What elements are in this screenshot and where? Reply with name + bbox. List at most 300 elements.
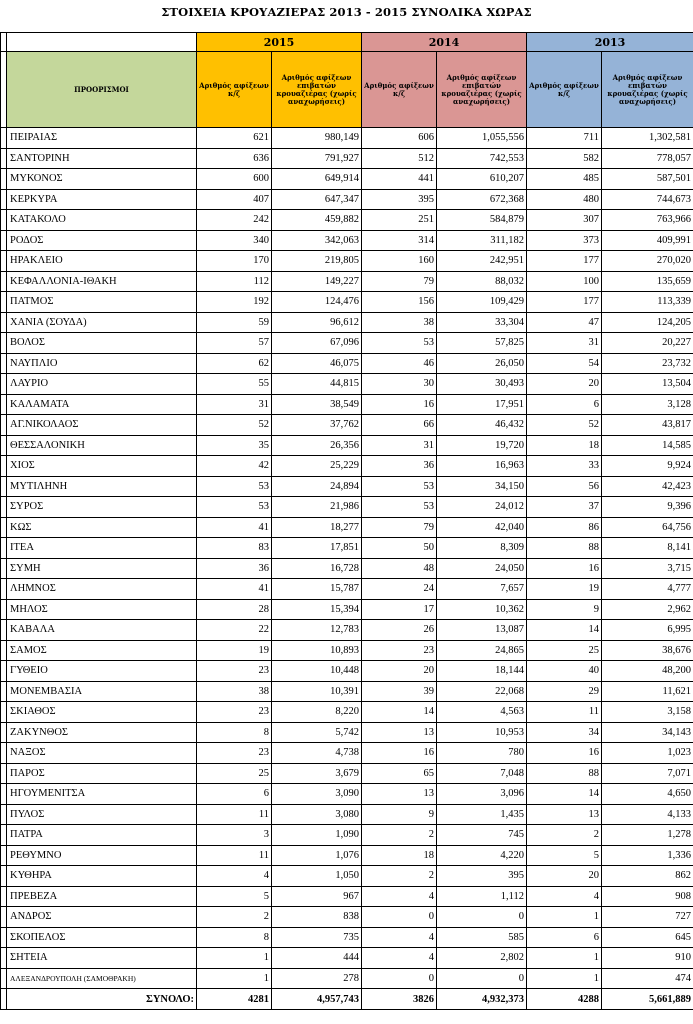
passengers-2014-cell: 4,563 <box>437 702 527 723</box>
passengers-2014-cell: 742,553 <box>437 148 527 169</box>
passengers-2015-cell: 967 <box>272 886 362 907</box>
destination-name: ΛΗΜΝΟΣ <box>7 579 197 600</box>
destination-name: ΡΕΘΥΜΝΟ <box>7 845 197 866</box>
passengers-2013-cell: 4,133 <box>602 804 693 825</box>
passengers-2015-cell: 980,149 <box>272 128 362 149</box>
passengers-2015-header: Αριθμός αφίξεων επιβατών κρουαζιέρας (χωρίς αναχωρήσεις) <box>272 52 362 128</box>
passengers-2015-cell: 46,075 <box>272 353 362 374</box>
passengers-2015-cell: 649,914 <box>272 169 362 190</box>
passengers-2014-cell: 24,012 <box>437 497 527 518</box>
arrivals-2014-cell: 160 <box>362 251 437 272</box>
passengers-2014-cell: 311,182 <box>437 230 527 251</box>
arrivals-2014-cell: 4 <box>362 927 437 948</box>
arrivals-2015-cell: 621 <box>197 128 272 149</box>
arrivals-2014-cell: 31 <box>362 435 437 456</box>
passengers-2014-cell: 8,309 <box>437 538 527 559</box>
passengers-2015-cell: 38,549 <box>272 394 362 415</box>
destination-name: ΜΗΛΟΣ <box>7 599 197 620</box>
passengers-2014-cell: 88,032 <box>437 271 527 292</box>
passengers-2013-cell: 9,396 <box>602 497 693 518</box>
arrivals-2014-cell: 23 <box>362 640 437 661</box>
passengers-2013-cell: 908 <box>602 886 693 907</box>
table-row <box>1 538 693 559</box>
passengers-2015-cell: 149,227 <box>272 271 362 292</box>
passengers-2015-cell: 791,927 <box>272 148 362 169</box>
passengers-2013-cell: 23,732 <box>602 353 693 374</box>
passengers-2015-cell: 25,229 <box>272 456 362 477</box>
arrivals-2013-cell: 14 <box>527 620 602 641</box>
passengers-2014-cell: 33,304 <box>437 312 527 333</box>
arrivals-2014-cell: 36 <box>362 456 437 477</box>
arrivals-2013-cell: 88 <box>527 538 602 559</box>
passengers-2013-cell: 124,205 <box>602 312 693 333</box>
destination-name: ΠΑΤΜΟΣ <box>7 292 197 313</box>
passengers-2013-cell: 8,141 <box>602 538 693 559</box>
arrivals-2014-cell: 314 <box>362 230 437 251</box>
table-row <box>1 763 693 784</box>
table-row <box>1 804 693 825</box>
passengers-2014-cell: 24,865 <box>437 640 527 661</box>
passengers-2013-cell: 34,143 <box>602 722 693 743</box>
passengers-2013-cell: 270,020 <box>602 251 693 272</box>
passengers-2015-cell: 15,787 <box>272 579 362 600</box>
arrivals-2014-cell: 46 <box>362 353 437 374</box>
passengers-2013-cell: 42,423 <box>602 476 693 497</box>
destination-name: ΣΗΤΕΙΑ <box>7 948 197 969</box>
passengers-2015-cell: 444 <box>272 948 362 969</box>
total-passengers-2014-cell: 4,932,373 <box>437 989 527 1010</box>
passengers-2015-cell: 17,851 <box>272 538 362 559</box>
table-row <box>1 661 693 682</box>
arrivals-2014-cell: 251 <box>362 210 437 231</box>
arrivals-2013-cell: 56 <box>527 476 602 497</box>
destination-name: ΡΟΔΟΣ <box>7 230 197 251</box>
passengers-2014-cell: 109,429 <box>437 292 527 313</box>
passengers-2013-cell: 1,302,581 <box>602 128 693 149</box>
arrivals-2015-cell: 28 <box>197 599 272 620</box>
passengers-2015-cell: 26,356 <box>272 435 362 456</box>
column-header-row <box>1 52 693 128</box>
arrivals-2013-cell: 16 <box>527 743 602 764</box>
year-header-row <box>1 33 693 52</box>
arrivals-2013-cell: 14 <box>527 784 602 805</box>
arrivals-2014-cell: 512 <box>362 148 437 169</box>
table-row <box>1 722 693 743</box>
destination-name: ΚΑΤΑΚΟΛΟ <box>7 210 197 231</box>
total-row <box>1 989 693 1010</box>
destinations-header: ΠΡΟΟΡΙΣΜΟΙ <box>7 52 197 128</box>
passengers-2013-cell: 14,585 <box>602 435 693 456</box>
arrivals-2014-header: Αριθμός αφίξεων κ/ζ <box>362 52 437 128</box>
passengers-2015-cell: 18,277 <box>272 517 362 538</box>
passengers-2013-cell: 7,071 <box>602 763 693 784</box>
passengers-2013-cell: 727 <box>602 907 693 928</box>
passengers-2014-cell: 1,435 <box>437 804 527 825</box>
passengers-2013-cell: 3,715 <box>602 558 693 579</box>
arrivals-2015-cell: 2 <box>197 907 272 928</box>
arrivals-2013-cell: 582 <box>527 148 602 169</box>
passengers-2014-cell: 780 <box>437 743 527 764</box>
arrivals-2015-cell: 192 <box>197 292 272 313</box>
table-row <box>1 948 693 969</box>
table-row <box>1 825 693 846</box>
arrivals-2014-cell: 2 <box>362 866 437 887</box>
passengers-2013-cell: 113,339 <box>602 292 693 313</box>
passengers-2013-cell: 3,158 <box>602 702 693 723</box>
destination-name: ΗΓΟΥΜΕΝΙΤΣΑ <box>7 784 197 805</box>
destination-name: ΠΡΕΒΕΖΑ <box>7 886 197 907</box>
arrivals-2013-cell: 100 <box>527 271 602 292</box>
arrivals-2015-cell: 11 <box>197 804 272 825</box>
passengers-2014-cell: 1,055,556 <box>437 128 527 149</box>
arrivals-2014-cell: 606 <box>362 128 437 149</box>
arrivals-2015-cell: 242 <box>197 210 272 231</box>
total-passengers-2013-cell: 5,661,889 <box>602 989 693 1010</box>
arrivals-2014-cell: 53 <box>362 333 437 354</box>
destination-name: ΠΕΙΡΑΙΑΣ <box>7 128 197 149</box>
destination-name: ΑΓ.ΝΙΚΟΛΑΟΣ <box>7 415 197 436</box>
arrivals-2013-cell: 1 <box>527 968 602 989</box>
passengers-2014-cell: 34,150 <box>437 476 527 497</box>
passengers-2014-cell: 610,207 <box>437 169 527 190</box>
cruise-statistics-table <box>0 32 693 1010</box>
passengers-2013-cell: 20,227 <box>602 333 693 354</box>
arrivals-2013-cell: 480 <box>527 189 602 210</box>
passengers-2015-cell: 24,894 <box>272 476 362 497</box>
passengers-2015-cell: 44,815 <box>272 374 362 395</box>
destination-name: ΣΑΝΤΟΡΙΝΗ <box>7 148 197 169</box>
arrivals-2013-cell: 1 <box>527 948 602 969</box>
arrivals-2015-cell: 35 <box>197 435 272 456</box>
destination-name: ΣΚΟΠΕΛΟΣ <box>7 927 197 948</box>
arrivals-2015-cell: 600 <box>197 169 272 190</box>
arrivals-2013-cell: 20 <box>527 374 602 395</box>
arrivals-2014-cell: 156 <box>362 292 437 313</box>
arrivals-2013-cell: 485 <box>527 169 602 190</box>
arrivals-2013-cell: 4 <box>527 886 602 907</box>
passengers-2014-cell: 7,657 <box>437 579 527 600</box>
destination-name: ΚΕΦΑΛΛΟΝΙΑ-ΙΘΑΚΗ <box>7 271 197 292</box>
table-row <box>1 312 693 333</box>
passengers-2014-cell: 585 <box>437 927 527 948</box>
arrivals-2014-cell: 20 <box>362 661 437 682</box>
passengers-2013-cell: 3,128 <box>602 394 693 415</box>
passengers-2014-cell: 0 <box>437 907 527 928</box>
arrivals-2013-cell: 6 <box>527 927 602 948</box>
arrivals-2014-cell: 50 <box>362 538 437 559</box>
arrivals-2013-cell: 11 <box>527 702 602 723</box>
passengers-2015-cell: 838 <box>272 907 362 928</box>
arrivals-2014-cell: 24 <box>362 579 437 600</box>
passengers-2013-cell: 409,991 <box>602 230 693 251</box>
passengers-2015-cell: 3,080 <box>272 804 362 825</box>
destination-name: ΛΑΥΡΙΟ <box>7 374 197 395</box>
passengers-2013-cell: 1,336 <box>602 845 693 866</box>
passengers-2015-cell: 4,738 <box>272 743 362 764</box>
passengers-2015-cell: 15,394 <box>272 599 362 620</box>
arrivals-2013-cell: 16 <box>527 558 602 579</box>
passengers-2015-cell: 8,220 <box>272 702 362 723</box>
arrivals-2013-cell: 177 <box>527 292 602 313</box>
arrivals-2014-cell: 79 <box>362 271 437 292</box>
table-row <box>1 968 693 989</box>
arrivals-2015-cell: 170 <box>197 251 272 272</box>
arrivals-2014-cell: 14 <box>362 702 437 723</box>
arrivals-2014-cell: 9 <box>362 804 437 825</box>
destination-name: ΧΑΝΙΑ (ΣΟΥΔΑ) <box>7 312 197 333</box>
arrivals-2015-header: Αριθμός αφίξεων κ/ζ <box>197 52 272 128</box>
arrivals-2014-cell: 26 <box>362 620 437 641</box>
passengers-2013-cell: 862 <box>602 866 693 887</box>
passengers-2014-cell: 16,963 <box>437 456 527 477</box>
passengers-2014-cell: 13,087 <box>437 620 527 641</box>
passengers-2014-cell: 19,720 <box>437 435 527 456</box>
table-row <box>1 784 693 805</box>
arrivals-2015-cell: 1 <box>197 948 272 969</box>
passengers-2015-cell: 10,391 <box>272 681 362 702</box>
arrivals-2014-cell: 2 <box>362 825 437 846</box>
arrivals-2013-cell: 29 <box>527 681 602 702</box>
passengers-2014-cell: 242,951 <box>437 251 527 272</box>
arrivals-2014-cell: 0 <box>362 968 437 989</box>
arrivals-2015-cell: 38 <box>197 681 272 702</box>
passengers-2015-cell: 1,050 <box>272 866 362 887</box>
table-row <box>1 374 693 395</box>
arrivals-2013-cell: 31 <box>527 333 602 354</box>
arrivals-2015-cell: 8 <box>197 722 272 743</box>
arrivals-2015-cell: 3 <box>197 825 272 846</box>
passengers-2014-cell: 57,825 <box>437 333 527 354</box>
destination-name: ΧΙΟΣ <box>7 456 197 477</box>
arrivals-2013-cell: 711 <box>527 128 602 149</box>
table-row <box>1 702 693 723</box>
table-row <box>1 353 693 374</box>
destination-name: ΣΥΜΗ <box>7 558 197 579</box>
arrivals-2013-cell: 52 <box>527 415 602 436</box>
table-row <box>1 435 693 456</box>
passengers-2014-cell: 30,493 <box>437 374 527 395</box>
passengers-2015-cell: 21,986 <box>272 497 362 518</box>
arrivals-2015-cell: 5 <box>197 886 272 907</box>
passengers-2015-cell: 3,679 <box>272 763 362 784</box>
arrivals-2015-cell: 19 <box>197 640 272 661</box>
arrivals-2013-cell: 307 <box>527 210 602 231</box>
total-arrivals-2013-cell: 4288 <box>527 989 602 1010</box>
arrivals-2015-cell: 41 <box>197 579 272 600</box>
passengers-2015-cell: 278 <box>272 968 362 989</box>
table-row <box>1 640 693 661</box>
passengers-2014-cell: 2,802 <box>437 948 527 969</box>
passengers-2015-cell: 16,728 <box>272 558 362 579</box>
passengers-2015-cell: 1,090 <box>272 825 362 846</box>
destination-name: ΑΝΔΡΟΣ <box>7 907 197 928</box>
table-row <box>1 230 693 251</box>
passengers-2014-cell: 26,050 <box>437 353 527 374</box>
passengers-2015-cell: 647,347 <box>272 189 362 210</box>
year-2015-header: 2015 <box>197 33 362 52</box>
destination-name: ΠΥΛΟΣ <box>7 804 197 825</box>
passengers-2014-cell: 42,040 <box>437 517 527 538</box>
arrivals-2015-cell: 407 <box>197 189 272 210</box>
passengers-2013-cell: 910 <box>602 948 693 969</box>
table-row <box>1 743 693 764</box>
arrivals-2015-cell: 55 <box>197 374 272 395</box>
year-2014-header: 2014 <box>362 33 527 52</box>
table-row <box>1 907 693 928</box>
passengers-2013-cell: 48,200 <box>602 661 693 682</box>
passengers-2013-cell: 645 <box>602 927 693 948</box>
arrivals-2013-cell: 19 <box>527 579 602 600</box>
table-row <box>1 845 693 866</box>
passengers-2014-cell: 395 <box>437 866 527 887</box>
passengers-2015-cell: 12,783 <box>272 620 362 641</box>
arrivals-2014-cell: 18 <box>362 845 437 866</box>
arrivals-2015-cell: 52 <box>197 415 272 436</box>
year-2013-header: 2013 <box>527 33 693 52</box>
table-row <box>1 927 693 948</box>
destination-name: ΠΑΤΡΑ <box>7 825 197 846</box>
arrivals-2013-cell: 88 <box>527 763 602 784</box>
arrivals-2015-cell: 4 <box>197 866 272 887</box>
arrivals-2013-cell: 6 <box>527 394 602 415</box>
arrivals-2013-cell: 9 <box>527 599 602 620</box>
arrivals-2015-cell: 11 <box>197 845 272 866</box>
passengers-2014-cell: 7,048 <box>437 763 527 784</box>
destination-name: ΣΑΜΟΣ <box>7 640 197 661</box>
passengers-2015-cell: 37,762 <box>272 415 362 436</box>
arrivals-2015-cell: 59 <box>197 312 272 333</box>
arrivals-2015-cell: 112 <box>197 271 272 292</box>
arrivals-2013-cell: 20 <box>527 866 602 887</box>
table-row <box>1 681 693 702</box>
arrivals-2015-cell: 22 <box>197 620 272 641</box>
passengers-2014-cell: 22,068 <box>437 681 527 702</box>
passengers-2015-cell: 5,742 <box>272 722 362 743</box>
arrivals-2014-cell: 39 <box>362 681 437 702</box>
table-row <box>1 497 693 518</box>
arrivals-2014-cell: 395 <box>362 189 437 210</box>
arrivals-2014-cell: 16 <box>362 743 437 764</box>
passengers-2014-cell: 17,951 <box>437 394 527 415</box>
table-row <box>1 271 693 292</box>
destination-name: ΜΟΝΕΜΒΑΣΙΑ <box>7 681 197 702</box>
table-row <box>1 476 693 497</box>
arrivals-2015-cell: 57 <box>197 333 272 354</box>
table-row <box>1 251 693 272</box>
arrivals-2013-header: Αριθμός αφίξεων κ/ζ <box>527 52 602 128</box>
table-row <box>1 333 693 354</box>
arrivals-2013-cell: 40 <box>527 661 602 682</box>
passengers-2013-header: Αριθμός αφίξεων επιβατών κρουαζιέρας (χωρίς αναχωρήσεις) <box>602 52 693 128</box>
destination-name: ΚΕΡΚΥΡΑ <box>7 189 197 210</box>
table-row <box>1 292 693 313</box>
arrivals-2014-cell: 13 <box>362 722 437 743</box>
arrivals-2015-cell: 23 <box>197 743 272 764</box>
arrivals-2014-cell: 4 <box>362 948 437 969</box>
table-row <box>1 579 693 600</box>
destination-name: ΚΑΛΑΜΑΤΑ <box>7 394 197 415</box>
arrivals-2013-cell: 177 <box>527 251 602 272</box>
destination-name: ΣΚΙΑΘΟΣ <box>7 702 197 723</box>
destination-name: ΜΥΚΟΝΟΣ <box>7 169 197 190</box>
destination-name: ΗΡΑΚΛΕΙΟ <box>7 251 197 272</box>
total-arrivals-2014-cell: 3826 <box>362 989 437 1010</box>
passengers-2014-cell: 0 <box>437 968 527 989</box>
table-row <box>1 210 693 231</box>
passengers-2015-cell: 219,805 <box>272 251 362 272</box>
passengers-2014-cell: 745 <box>437 825 527 846</box>
arrivals-2015-cell: 31 <box>197 394 272 415</box>
passengers-2015-cell: 67,096 <box>272 333 362 354</box>
passengers-2013-cell: 4,777 <box>602 579 693 600</box>
arrivals-2013-cell: 2 <box>527 825 602 846</box>
table-row <box>1 394 693 415</box>
passengers-2015-cell: 3,090 <box>272 784 362 805</box>
destination-name: ΘΕΣΣΑΛΟΝΙΚΗ <box>7 435 197 456</box>
arrivals-2014-cell: 53 <box>362 497 437 518</box>
passengers-2013-cell: 4,650 <box>602 784 693 805</box>
passengers-2013-cell: 11,621 <box>602 681 693 702</box>
arrivals-2014-cell: 65 <box>362 763 437 784</box>
destination-name: ΖΑΚΥΝΘΟΣ <box>7 722 197 743</box>
arrivals-2015-cell: 23 <box>197 661 272 682</box>
arrivals-2015-cell: 636 <box>197 148 272 169</box>
total-arrivals-2015-cell: 4281 <box>197 989 272 1010</box>
destination-name: ΝΑΞΟΣ <box>7 743 197 764</box>
arrivals-2015-cell: 23 <box>197 702 272 723</box>
passengers-2014-cell: 4,220 <box>437 845 527 866</box>
passengers-2014-cell: 18,144 <box>437 661 527 682</box>
arrivals-2015-cell: 8 <box>197 927 272 948</box>
passengers-2013-cell: 1,278 <box>602 825 693 846</box>
arrivals-2014-cell: 17 <box>362 599 437 620</box>
arrivals-2013-cell: 13 <box>527 804 602 825</box>
table-row <box>1 558 693 579</box>
arrivals-2015-cell: 6 <box>197 784 272 805</box>
arrivals-2013-cell: 37 <box>527 497 602 518</box>
destination-name: ΒΟΛΟΣ <box>7 333 197 354</box>
arrivals-2015-cell: 41 <box>197 517 272 538</box>
passengers-2015-cell: 96,612 <box>272 312 362 333</box>
passengers-2015-cell: 10,448 <box>272 661 362 682</box>
passengers-2013-cell: 1,023 <box>602 743 693 764</box>
destination-name: ΠΑΡΟΣ <box>7 763 197 784</box>
table-row <box>1 128 693 149</box>
table-row <box>1 148 693 169</box>
passengers-2013-cell: 2,962 <box>602 599 693 620</box>
arrivals-2015-cell: 25 <box>197 763 272 784</box>
total-passengers-2015-cell: 4,957,743 <box>272 989 362 1010</box>
passengers-2013-cell: 38,676 <box>602 640 693 661</box>
arrivals-2014-cell: 4 <box>362 886 437 907</box>
passengers-2013-cell: 744,673 <box>602 189 693 210</box>
passengers-2013-cell: 43,817 <box>602 415 693 436</box>
arrivals-2014-cell: 0 <box>362 907 437 928</box>
passengers-2014-cell: 3,096 <box>437 784 527 805</box>
blank-header-cell <box>7 33 197 52</box>
passengers-2013-cell: 13,504 <box>602 374 693 395</box>
arrivals-2013-cell: 86 <box>527 517 602 538</box>
arrivals-2014-cell: 16 <box>362 394 437 415</box>
arrivals-2015-cell: 36 <box>197 558 272 579</box>
passengers-2015-cell: 342,063 <box>272 230 362 251</box>
arrivals-2014-cell: 30 <box>362 374 437 395</box>
table-row <box>1 866 693 887</box>
arrivals-2014-cell: 66 <box>362 415 437 436</box>
page-title: ΣΤΟΙΧΕΙΑ ΚΡΟΥΑΖΙΕΡΑΣ 2013 - 2015 ΣΥΝΟΛΙΚΑ ΧΩΡΑΣ <box>161 5 532 19</box>
arrivals-2014-cell: 53 <box>362 476 437 497</box>
destination-name: ΝΑΥΠΛΙΟ <box>7 353 197 374</box>
